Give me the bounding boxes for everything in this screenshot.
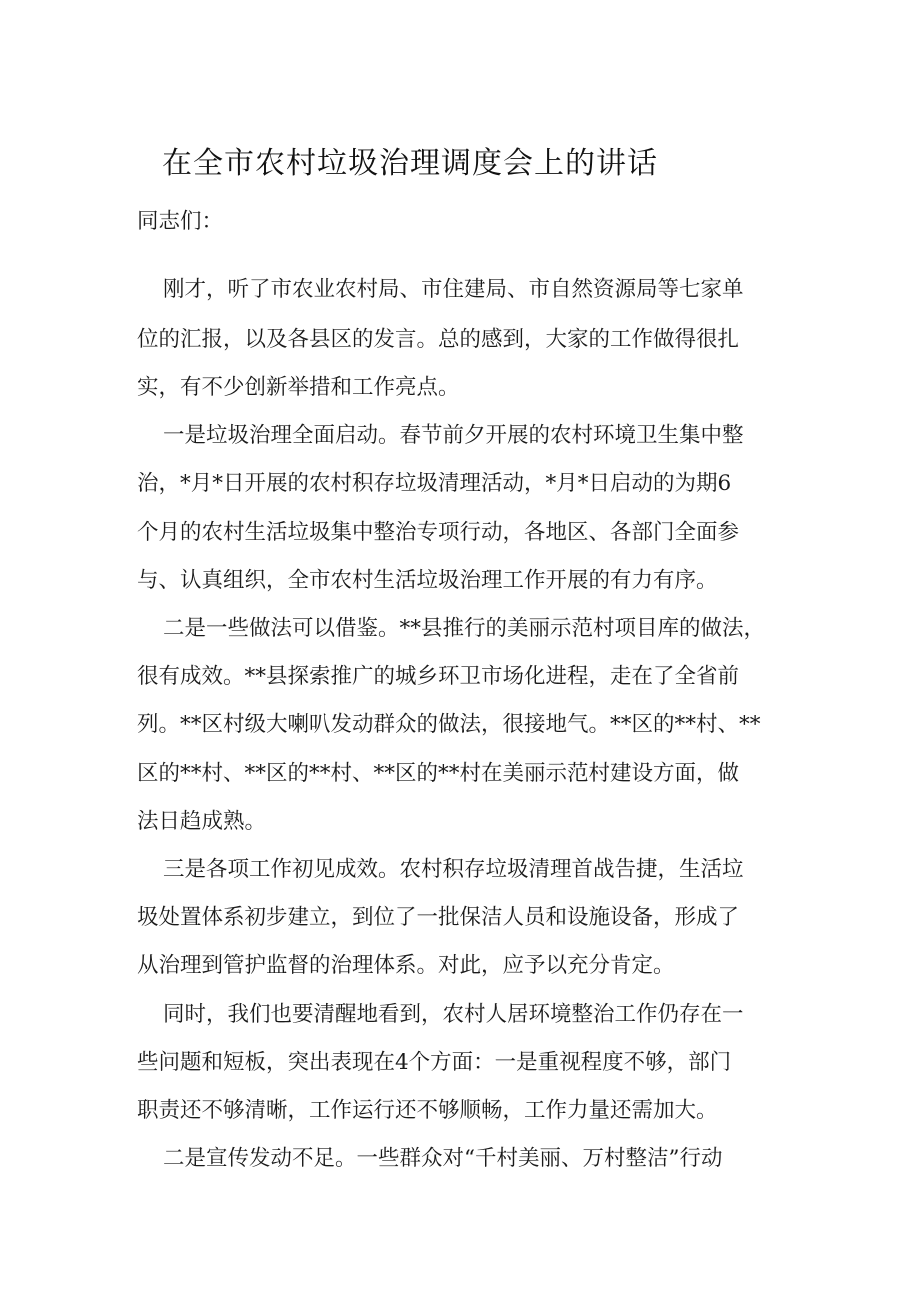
paragraph-line: 个月的农村生活垃圾集中整治专项行动，各地区、各部门全面参	[137, 520, 740, 545]
paragraph-line: 很有成效。**县探索推广的城乡环卫市场化进程，走在了全省前	[137, 664, 740, 689]
paragraph-line: 法日趋成熟。	[137, 809, 267, 834]
paragraph-line: 职责还不够清晰，工作运行还不够顺畅，工作力量还需加大。	[137, 1098, 718, 1123]
document-title: 在全市农村垃圾治理调度会上的讲话	[162, 146, 658, 181]
paragraph-line: 二是一些做法可以借鉴。**县推行的美丽示范村项目库的做法，	[163, 616, 766, 641]
paragraph-line: 治，*月*日开展的农村积存垃圾清理活动，*月*日启动的为期6	[137, 471, 732, 496]
paragraph-line: 区的**村、**区的**村、**区的**村在美丽示范村建设方面，做	[137, 761, 740, 786]
paragraph-line: 同时，我们也要清醒地看到，农村人居环境整治工作仍存在一	[163, 1002, 744, 1027]
paragraph-line: 二是宣传发动不足。一些群众对“千村美丽、万村整洁”行动	[163, 1146, 723, 1171]
paragraph-line: 刚才，听了市农业农村局、市住建局、市自然资源局等七家单	[163, 277, 744, 302]
paragraph-line: 圾处置体系初步建立，到位了一批保洁人员和设施设备，形成了	[137, 905, 740, 930]
paragraph-line: 些问题和短板，突出表现在4个方面：一是重视程度不够，部门	[137, 1050, 732, 1075]
paragraph-line: 与、认真组织，全市农村生活垃圾治理工作开展的有力有序。	[137, 568, 718, 593]
paragraph-line: 列。**区村级大喇叭发动群众的做法，很接地气。**区的**村、**	[137, 712, 761, 737]
paragraph-line: 位的汇报，以及各县区的发言。总的感到，大家的工作做得很扎	[137, 327, 740, 352]
paragraph-line: 一是垃圾治理全面启动。春节前夕开展的农村环境卫生集中整	[163, 423, 744, 448]
paragraph-line: 实，有不少创新举措和工作亮点。	[137, 375, 460, 400]
paragraph-line: 从治理到管护监督的治理体系。对此，应予以充分肯定。	[137, 953, 675, 978]
salutation: 同志们：	[137, 209, 224, 234]
paragraph-line: 三是各项工作初见成效。农村积存垃圾清理首战告捷，生活垃	[163, 857, 744, 882]
